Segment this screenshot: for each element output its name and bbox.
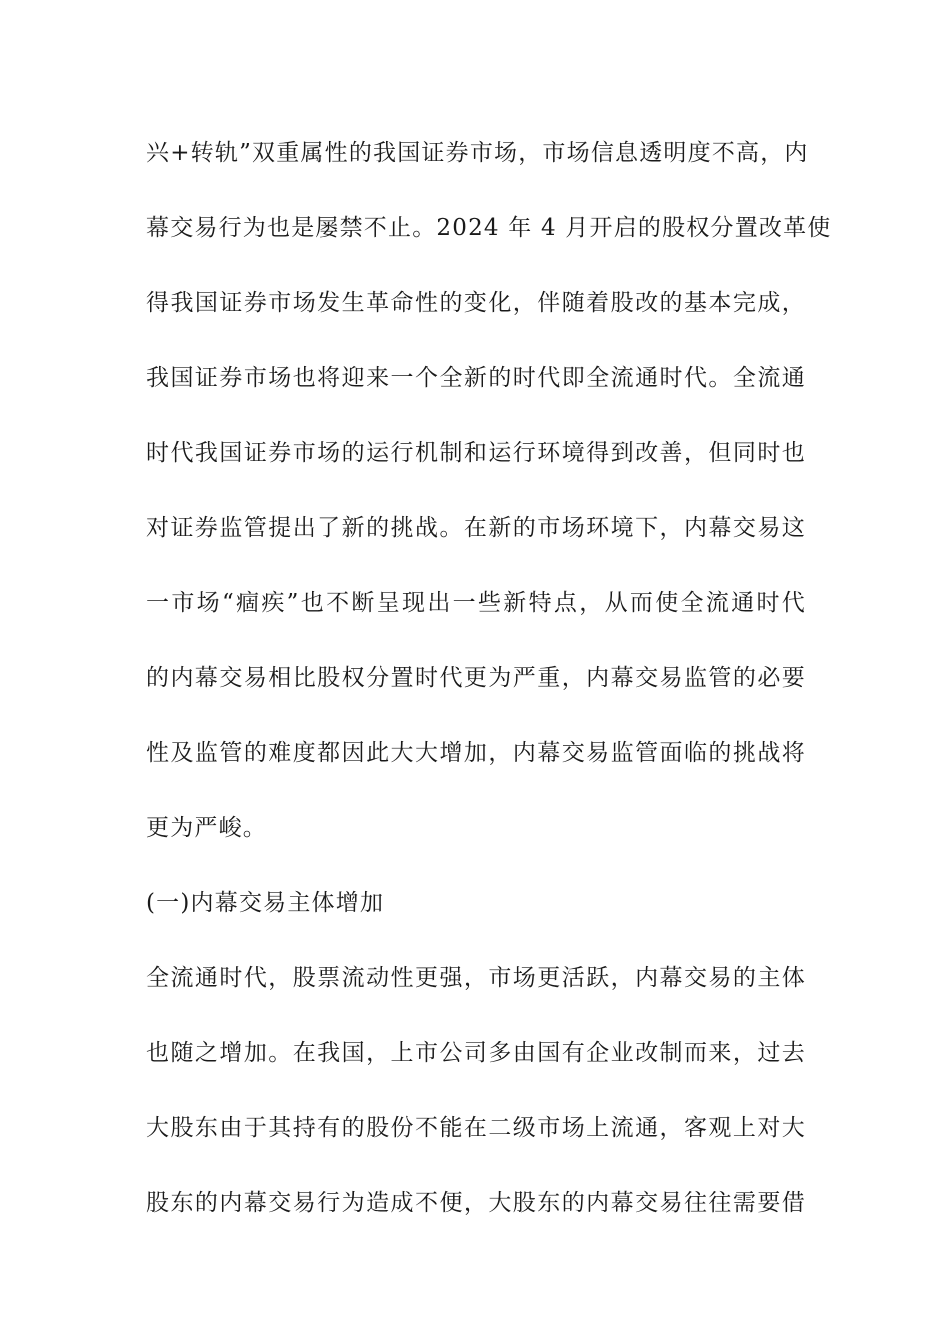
paragraph-line: 股东的内幕交易行为造成不便，大股东的内幕交易往往需要借 [146, 1190, 806, 1216]
paragraph-line: 性及监管的难度都因此大大增加，内幕交易监管面临的挑战将 [146, 740, 806, 766]
paragraph-line: 也随之增加。在我国，上市公司多由国有企业改制而来，过去 [146, 1040, 806, 1066]
paragraph-line: 全流通时代，股票流动性更强，市场更活跃，内幕交易的主体 [146, 965, 806, 991]
paragraph-line: 时代我国证券市场的运行机制和运行环境得到改善，但同时也 [146, 440, 806, 466]
paragraph-line: 的内幕交易相比股权分置时代更为严重，内幕交易监管的必要 [146, 665, 806, 691]
paragraph-line: 一市场“痼疾”也不断呈现出一些新特点，从而使全流通时代 [146, 590, 806, 616]
paragraph-line: 我国证券市场也将迎来一个全新的时代即全流通时代。全流通 [146, 365, 806, 391]
paragraph-line: 幕交易行为也是屡禁不止。2024 年 4 月开启的股权分置改革使 [146, 215, 832, 241]
paragraph-line: 兴+转轨”双重属性的我国证券市场，市场信息透明度不高，内 [146, 140, 809, 166]
paragraph-line-end: 更为严峻。 [146, 815, 267, 841]
section-heading: (一)内幕交易主体增加 [146, 890, 385, 916]
paragraph-line: 大股东由于其持有的股份不能在二级市场上流通，客观上对大 [146, 1115, 806, 1141]
body-text [146, 130, 832, 1255]
paragraph-line: 得我国证券市场发生革命性的变化，伴随着股改的基本完成， [146, 290, 806, 316]
paragraph-line: 对证券监管提出了新的挑战。在新的市场环境下，内幕交易这 [146, 515, 806, 541]
